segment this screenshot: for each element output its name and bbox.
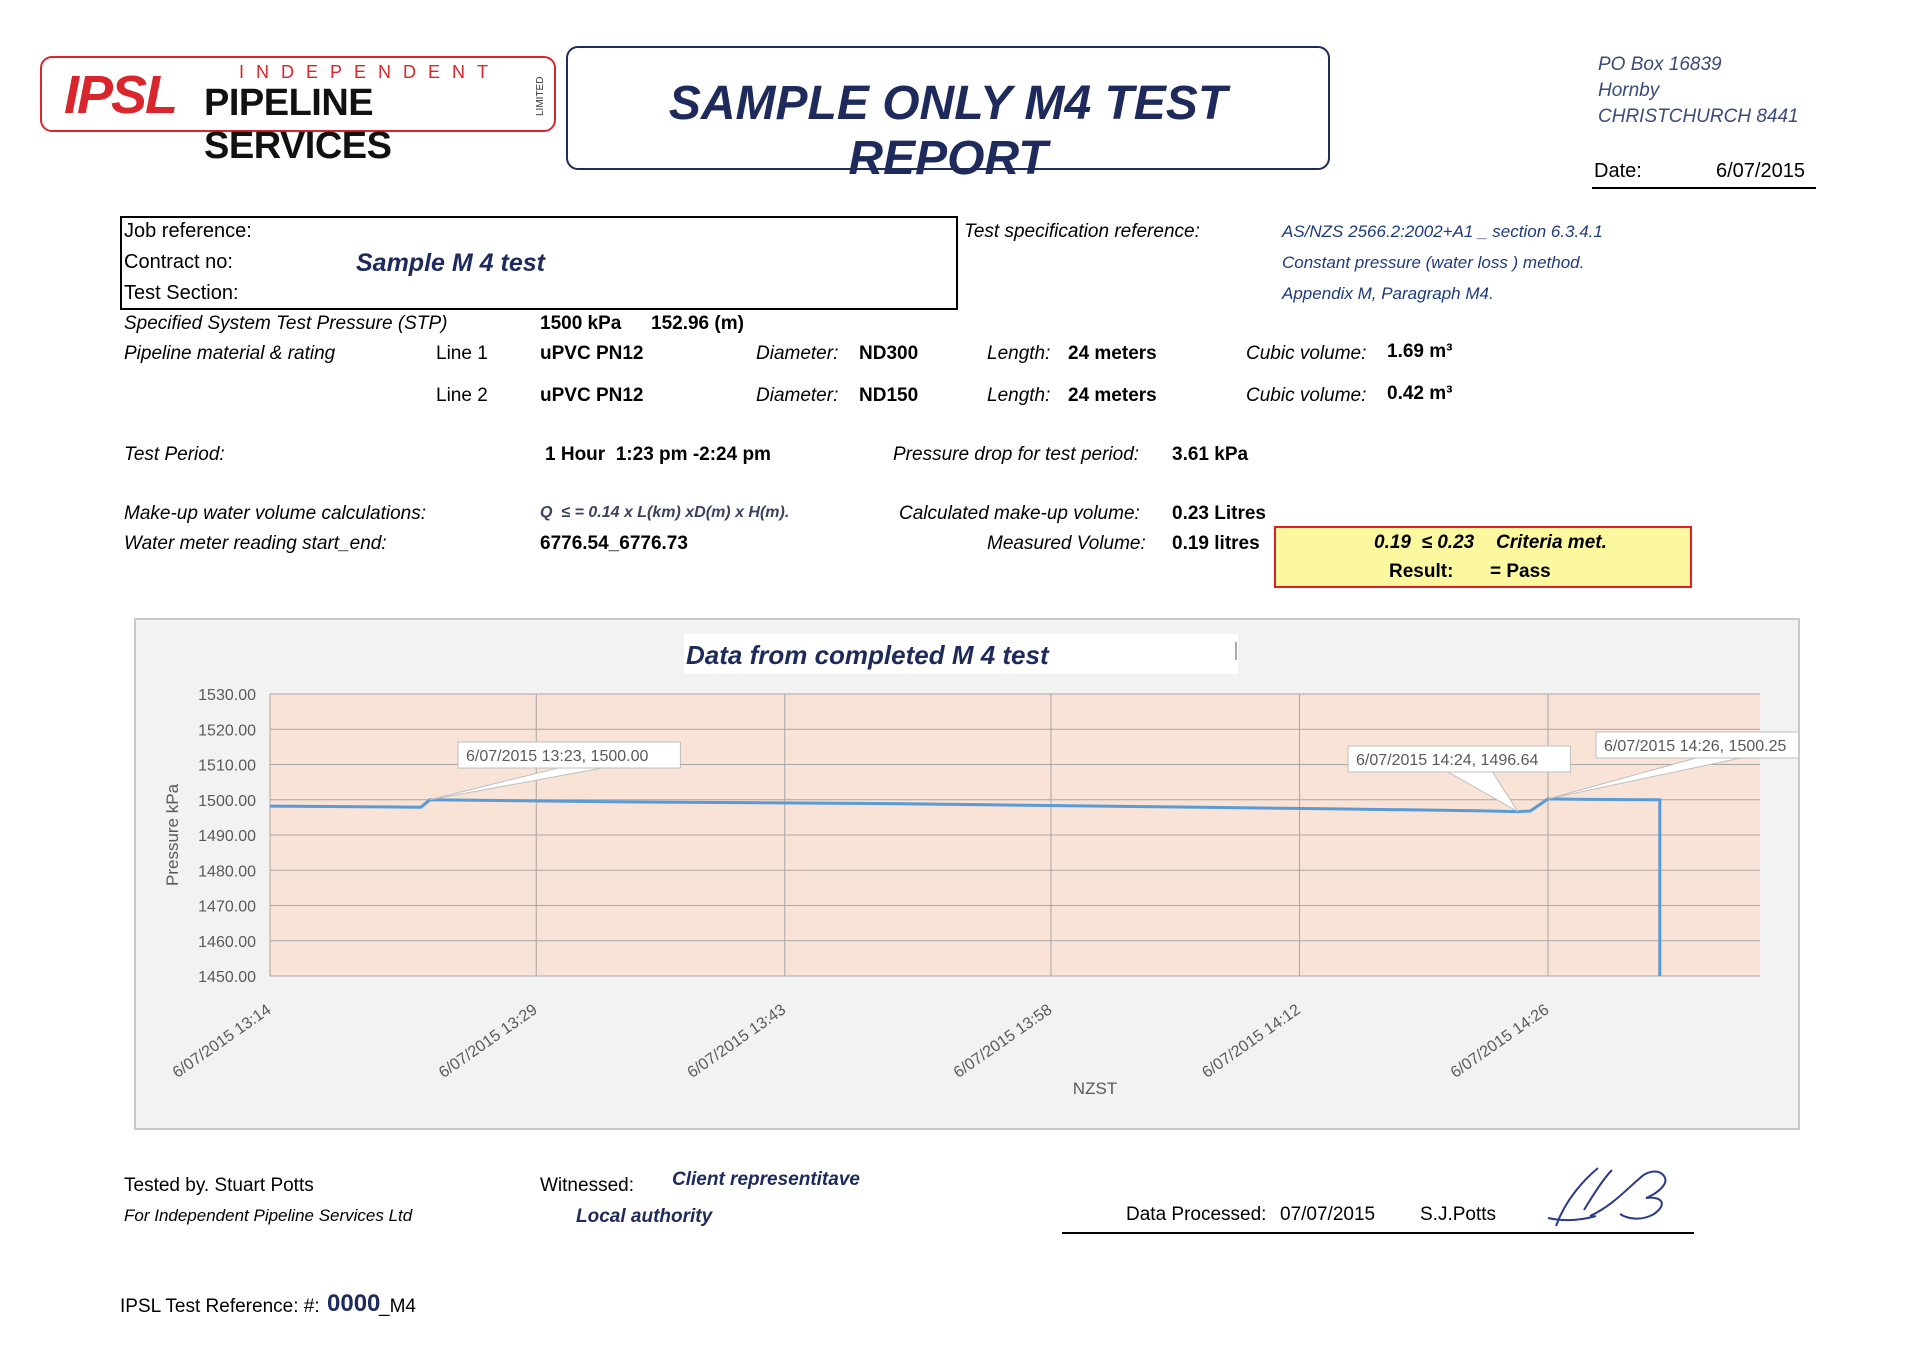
meter-reading-label: Water meter reading start_end: xyxy=(124,533,387,554)
chart-frame xyxy=(134,618,1800,1130)
result-value: = Pass xyxy=(1490,561,1551,582)
x-tick-label: 6/07/2015 13:14 xyxy=(169,1001,275,1082)
line-1-material: uPVC PN12 xyxy=(540,343,644,364)
tested-by: Tested by. Stuart Potts xyxy=(124,1175,314,1196)
line-1-name: Line 1 xyxy=(436,343,488,364)
calc-volume-value: 0.23 Litres xyxy=(1172,503,1266,524)
line-2-name: Line 2 xyxy=(436,385,488,406)
address-line-1: PO Box 16839 xyxy=(1598,54,1722,75)
calc-volume-label: Calculated make-up volume: xyxy=(899,503,1140,524)
x-tick-label: 6/07/2015 13:58 xyxy=(950,1001,1056,1082)
y-tick-label: 1460.00 xyxy=(198,933,256,951)
witnessed-label: Witnessed: xyxy=(540,1175,634,1196)
line-1-diameter-label: Diameter: xyxy=(756,343,839,364)
measured-volume-value: 0.19 litres xyxy=(1172,533,1260,554)
measured-volume-label: Measured Volume: xyxy=(987,533,1146,554)
report-title: SAMPLE ONLY M4 TEST REPORT xyxy=(668,77,1228,185)
witness-client: Client representitave xyxy=(672,1169,860,1190)
makeup-label: Make-up water volume calculations: xyxy=(124,503,427,524)
company-logo xyxy=(40,56,556,167)
spec-line-3: Appendix M, Paragraph M4. xyxy=(1282,284,1494,303)
line-2-length: 24 meters xyxy=(1068,385,1157,406)
callout-label: 6/07/2015 13:23, 1500.00 xyxy=(466,748,649,765)
address-line-3: CHRISTCHURCH 8441 xyxy=(1598,106,1799,127)
date-underline xyxy=(1592,187,1816,189)
line-2-volume-label: Cubic volume: xyxy=(1246,385,1367,406)
pressure-drop-label: Pressure drop for test period: xyxy=(893,444,1140,465)
pressure-chart xyxy=(136,620,1798,1128)
date-value: 6/07/2015 xyxy=(1716,160,1805,182)
y-tick-label: 1510.00 xyxy=(198,757,256,775)
result-criteria: Criteria met. xyxy=(1496,532,1607,553)
y-tick-label: 1500.00 xyxy=(198,792,256,810)
y-tick-label: 1480.00 xyxy=(198,863,256,881)
signature xyxy=(1536,1158,1686,1238)
meter-reading-value: 6776.54_6776.73 xyxy=(540,533,688,554)
spec-label: Test specification reference: xyxy=(964,221,1200,242)
processed-label: Data Processed: xyxy=(1126,1204,1267,1225)
stp-kpa: 1500 kPa xyxy=(540,313,622,334)
logo-pipeline-services: PIPELINE SERVICES xyxy=(204,82,392,167)
x-axis-title: NZST xyxy=(1072,1079,1118,1098)
job-reference-label: Job reference: xyxy=(124,220,252,242)
line-2-diameter-label: Diameter: xyxy=(756,385,839,406)
spec-line-2: Constant pressure (water loss ) method. xyxy=(1282,253,1585,272)
line-1-volume: 1.69 m³ xyxy=(1387,341,1453,362)
signature-stroke xyxy=(1548,1168,1665,1226)
test-period-value: 1 Hour 1:23 pm -2:24 pm xyxy=(545,444,771,465)
tested-for-company: For Independent Pipeline Services Ltd xyxy=(124,1206,413,1225)
y-tick-label: 1470.00 xyxy=(198,898,256,916)
report-title-box xyxy=(566,46,1330,185)
line-1-length: 24 meters xyxy=(1068,343,1157,364)
makeup-formula: Q ≤ = 0.14 x L(km) xD(m) x H(m). xyxy=(540,504,790,521)
test-period-label: Test Period: xyxy=(124,444,225,465)
line-2-diameter: ND150 xyxy=(859,385,919,406)
logo-limited: LIMITED xyxy=(535,76,546,116)
x-tick-label: 6/07/2015 14:12 xyxy=(1199,1001,1304,1082)
x-tick-label: 6/07/2015 13:43 xyxy=(684,1001,790,1082)
line-2-material: uPVC PN12 xyxy=(540,385,644,406)
pressure-drop-value: 3.61 kPa xyxy=(1172,444,1249,465)
chart-title: Data from completed M 4 test xyxy=(686,640,1049,670)
y-tick-label: 1490.00 xyxy=(198,828,256,845)
processed-date: 07/07/2015 xyxy=(1280,1204,1376,1225)
line-1-length-label: Length: xyxy=(987,343,1051,364)
logo-independent: INDEPENDENT xyxy=(239,62,501,82)
result-box xyxy=(1274,526,1692,588)
x-tick-label: 6/07/2015 14:26 xyxy=(1447,1001,1553,1082)
stp-label: Specified System Test Pressure (STP) xyxy=(124,313,448,334)
line-2-volume: 0.42 m³ xyxy=(1387,383,1453,404)
callout-label: 6/07/2015 14:24, 1496.64 xyxy=(1356,752,1539,769)
y-tick-label: 1520.00 xyxy=(198,722,256,740)
logo-mark: IPSL xyxy=(64,65,177,125)
pipeline-label: Pipeline material & rating xyxy=(124,343,336,364)
address-line-2: Hornby xyxy=(1598,80,1660,101)
result-comparison: 0.19 ≤ 0.23 xyxy=(1374,532,1475,553)
spec-line-1: AS/NZS 2566.2:2002+A1 _ section 6.3.4.1 xyxy=(1282,222,1603,241)
processed-by: S.J.Potts xyxy=(1420,1204,1497,1225)
callout-label: 6/07/2015 14:26, 1500.25 xyxy=(1604,738,1787,755)
ipsl-reference-suffix: _M4 xyxy=(379,1296,416,1317)
test-section-label: Test Section: xyxy=(124,282,239,304)
contract-value: Sample M 4 test xyxy=(356,249,545,277)
line-2-length-label: Length: xyxy=(987,385,1051,406)
witness-authority: Local authority xyxy=(576,1206,713,1227)
contract-label: Contract no: xyxy=(124,251,233,273)
y-axis-title: Pressure kPa xyxy=(163,783,182,887)
stp-metres: 152.96 (m) xyxy=(651,313,744,334)
line-1-diameter: ND300 xyxy=(859,343,919,364)
result-label: Result: xyxy=(1389,561,1454,582)
line-1-volume-label: Cubic volume: xyxy=(1246,343,1367,364)
x-tick-label: 6/07/2015 13:29 xyxy=(436,1001,541,1082)
ipsl-reference-label: IPSL Test Reference: #: xyxy=(120,1296,320,1317)
date-label: Date: xyxy=(1594,160,1642,182)
ipsl-reference-number: 0000 xyxy=(327,1290,381,1317)
y-tick-label: 1530.00 xyxy=(198,687,256,704)
y-tick-label: 1450.00 xyxy=(198,969,256,986)
